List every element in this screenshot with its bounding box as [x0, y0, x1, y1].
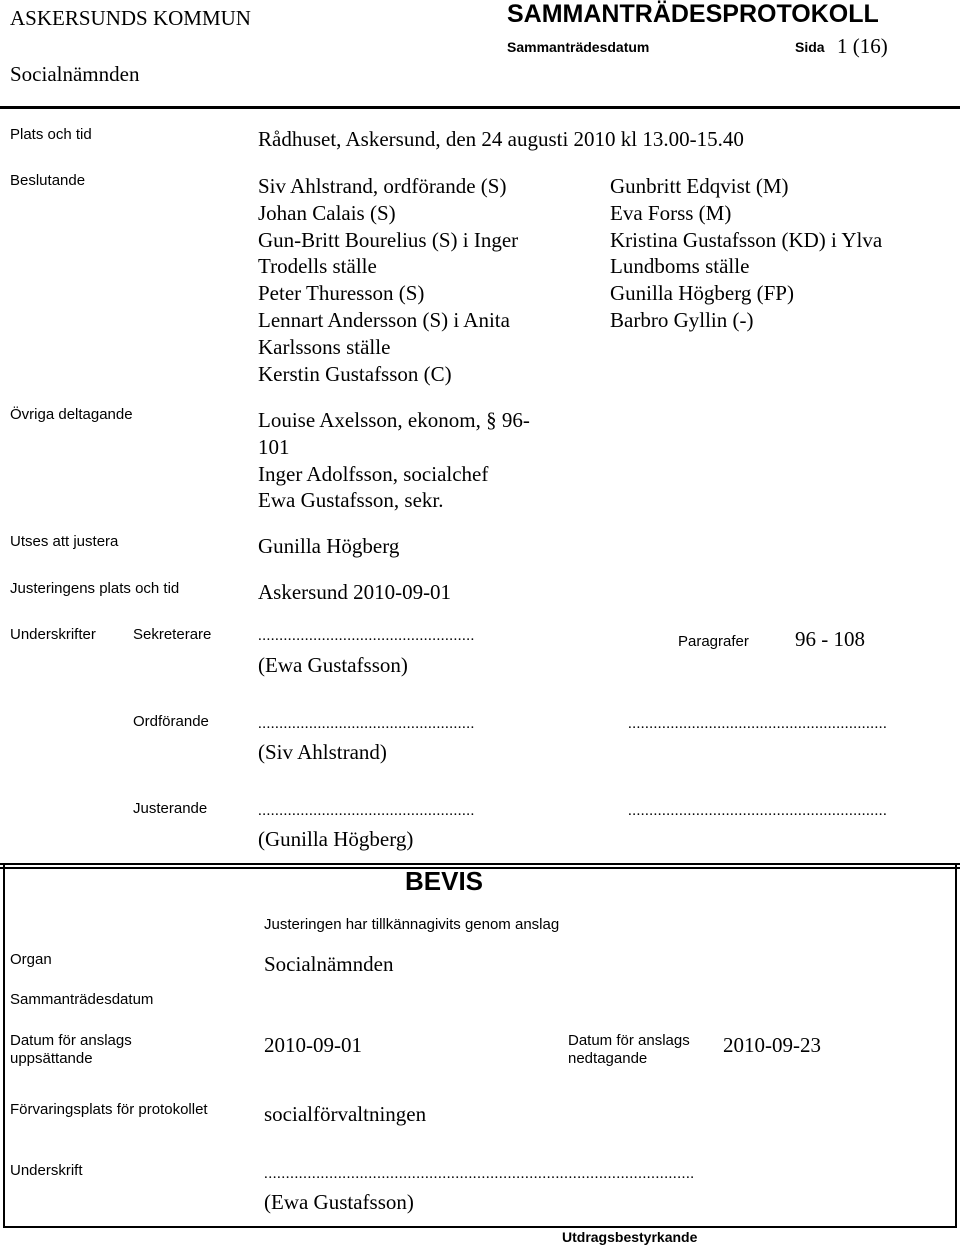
organ-label: Organ	[10, 951, 52, 968]
adjust-place-value: Askersund 2010-09-01	[258, 580, 452, 604]
removed-date-label	[568, 1032, 690, 1068]
adjuster-label: Utses att justera	[10, 533, 119, 550]
header-divider	[0, 106, 960, 109]
document-title: SAMMANTRÄDESPROTOKOLL	[507, 0, 879, 28]
removed-date-label-line2: nedtagande	[568, 1050, 648, 1067]
bevis-intro: Justeringen har tillkännagivits genom anslag	[264, 916, 560, 933]
storage-value: socialförvaltningen	[264, 1102, 427, 1126]
bevis-right-border	[955, 863, 957, 1228]
other-participant: Inger Adolfsson, socialchef	[258, 461, 489, 486]
deciding-member: Lennart Andersson (S) i Anita	[258, 307, 510, 332]
removed-date-value: 2010-09-23	[723, 1033, 821, 1057]
deciding-label: Beslutande	[10, 172, 86, 189]
deciding-member: Johan Calais (S)	[258, 200, 396, 225]
adjuster-value: Gunilla Högberg	[258, 534, 400, 558]
deciding-member: Gunilla Högberg (FP)	[610, 281, 794, 306]
secretary-name: (Ewa Gustafsson)	[258, 653, 408, 677]
chair-signature-line: ...................................................	[258, 716, 475, 732]
bevis-meeting-date-label: Sammanträdesdatum	[10, 991, 154, 1008]
removed-date-label-line1: Datum för anslags	[568, 1032, 690, 1049]
municipality-name: ASKERSUNDS KOMMUN	[10, 6, 251, 30]
deciding-right-list	[610, 173, 882, 334]
deciding-member: Eva Forss (M)	[610, 200, 732, 225]
deciding-member: Barbro Gyllin (-)	[610, 307, 754, 332]
signatures-label: Underskrifter	[10, 626, 96, 643]
posted-date-label	[10, 1032, 132, 1068]
extract-certification-label: Utdragsbestyrkande	[562, 1229, 698, 1245]
deciding-member: Kerstin Gustafsson (C)	[258, 361, 452, 386]
adjusting-name: (Gunilla Högberg)	[258, 827, 414, 851]
deciding-member: Kristina Gustafsson (KD) i Ylva	[610, 227, 883, 252]
adjust-place-label: Justeringens plats och tid	[10, 580, 180, 597]
chair-label: Ordförande	[133, 713, 209, 730]
adjusting-signature-line-right: .............................................................	[628, 803, 888, 819]
paragraphs-value: 96 - 108	[795, 627, 865, 651]
posted-date-label-line2: uppsättande	[10, 1050, 93, 1067]
place-value: Rådhuset, Askersund, den 24 augusti 2010 kl 13.00-15.40	[258, 127, 744, 151]
paragraphs-label: Paragrafer	[678, 633, 749, 650]
bevis-top-border	[0, 863, 960, 865]
chair-name: (Siv Ahlstrand)	[258, 740, 387, 764]
deciding-member: Gun-Britt Bourelius (S) i Inger	[258, 227, 519, 252]
storage-label: Förvaringsplats för protokollet	[10, 1101, 208, 1118]
chair-signature-line-right: .............................................................	[628, 716, 888, 732]
page-label: Sida	[795, 39, 825, 55]
page-number: 1 (16)	[837, 34, 888, 58]
place-label: Plats och tid	[10, 126, 92, 143]
bevis-left-border	[3, 863, 5, 1228]
meeting-date-header-label: Sammanträdesdatum	[507, 39, 650, 55]
deciding-member: Lundboms ställe	[610, 254, 750, 279]
secretary-label: Sekreterare	[133, 626, 212, 643]
deciding-left-list	[258, 173, 518, 387]
deciding-member: Karlssons ställe	[258, 334, 391, 359]
others-label: Övriga deltagande	[10, 406, 133, 423]
bevis-title: BEVIS	[405, 866, 484, 896]
deciding-member: Gunbritt Edqvist (M)	[610, 174, 789, 198]
committee-name: Socialnämnden	[10, 62, 140, 86]
signature-label: Underskrift	[10, 1162, 83, 1179]
signature-name: (Ewa Gustafsson)	[264, 1190, 414, 1214]
signature-line: ...................................................................................................	[264, 1166, 695, 1182]
other-participant: 101	[258, 434, 290, 459]
posted-date-value: 2010-09-01	[264, 1033, 362, 1057]
posted-date-label-line1: Datum för anslags	[10, 1032, 132, 1049]
other-participant: Ewa Gustafsson, sekr.	[258, 488, 444, 513]
adjusting-signature-line: ...................................................	[258, 803, 475, 819]
bevis-bottom-border	[3, 1226, 957, 1228]
deciding-member: Siv Ahlstrand, ordförande (S)	[258, 174, 507, 198]
other-participant: Louise Axelsson, ekonom, § 96-	[258, 408, 530, 432]
secretary-signature-line: ...................................................	[258, 628, 475, 644]
others-list	[258, 407, 530, 514]
adjusting-label: Justerande	[133, 800, 208, 817]
organ-value: Socialnämnden	[264, 952, 394, 976]
deciding-member: Trodells ställe	[258, 254, 377, 279]
deciding-member: Peter Thuresson (S)	[258, 281, 425, 306]
